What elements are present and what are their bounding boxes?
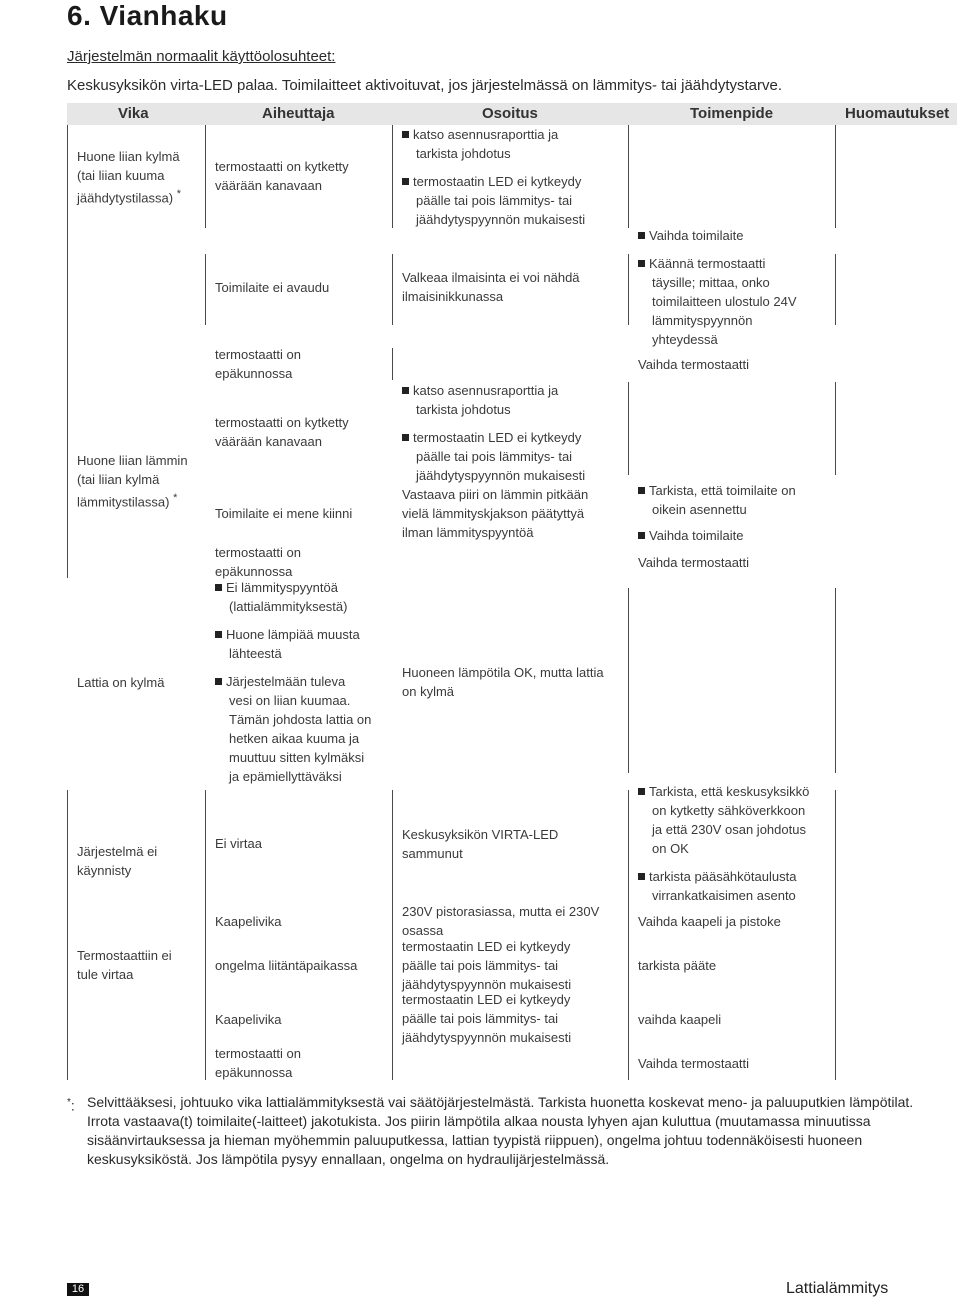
fault-text: Järjestelmä ei xyxy=(77,844,158,859)
bullet-icon xyxy=(638,532,645,539)
asterisk-marker: * xyxy=(173,492,178,504)
cause-connection: ongelma liitäntäpaikassa xyxy=(215,958,358,973)
footnote-marker xyxy=(67,1093,75,1116)
intro-text: Keskusyksikön virta-LED palaa. Toimilaitteet aktivoituvat, jos järjestelmässä on lämmitys- tai jäähdytystarve. xyxy=(67,77,783,94)
bullet-line xyxy=(638,226,833,245)
table-border xyxy=(628,790,629,1080)
bullet-line xyxy=(215,672,390,691)
table-border xyxy=(392,254,393,325)
table-border xyxy=(835,125,836,228)
fault-no-start xyxy=(77,842,202,880)
table-border xyxy=(628,125,629,228)
fault-text: Huone liian lämmin xyxy=(77,453,188,468)
cause-no-request xyxy=(215,578,390,786)
cause-text: termostaatti on kytketty xyxy=(215,159,349,174)
table-border xyxy=(205,254,206,325)
bullet-text: virrankatkaisimen asento xyxy=(652,888,796,903)
fault-text: tule virtaa xyxy=(77,967,134,982)
fault-text xyxy=(77,489,202,511)
bullet-text: Ei lämmityspyyntöä xyxy=(226,580,338,595)
ind-text: termostaatin LED ei kytkeydy xyxy=(402,939,571,954)
bullet-text: oikein asennettu xyxy=(652,502,747,517)
indication-no-light xyxy=(402,268,627,306)
table-border xyxy=(835,382,836,475)
action-replace-cable: vaihda kaapeli xyxy=(638,1012,722,1027)
fault-text: (tai liian kylmä xyxy=(77,472,160,487)
bullet-icon xyxy=(215,678,222,685)
bullet-line xyxy=(638,254,833,273)
footnote-colon: : xyxy=(70,1097,75,1114)
bullet-icon xyxy=(215,584,222,591)
table-border xyxy=(392,125,393,228)
table-border xyxy=(205,790,206,1080)
ind-text: on kylmä xyxy=(402,684,455,699)
table-border xyxy=(392,790,393,1080)
action-check-actuator xyxy=(638,481,833,545)
cause-text: epäkunnossa xyxy=(215,366,293,381)
table-border xyxy=(835,790,836,1080)
ind-text: Keskusyksikön VIRTA-LED xyxy=(402,827,559,842)
bullet-text: vesi on liian kuumaa. xyxy=(229,693,351,708)
bullet-text: termostaatin LED ei kytkeydy xyxy=(413,430,582,445)
cause-thermostat-broken xyxy=(215,345,390,383)
bullet-line xyxy=(402,381,627,400)
bullet-text: jäähdytyspyynnön mukaisesti xyxy=(416,212,586,227)
bullet-icon xyxy=(638,487,645,494)
bullet-line xyxy=(402,125,627,144)
indication-led-thermo xyxy=(402,990,627,1047)
bullet-text: tarkista johdotus xyxy=(416,146,511,161)
cause-wrong-channel xyxy=(215,157,390,195)
indication-socket xyxy=(402,902,627,940)
cause-actuator-no-close: Toimilaite ei mene kiinni xyxy=(215,506,353,521)
fault-room-cold xyxy=(77,147,202,207)
ind-text: jäähdytyspyynnön mukaisesti xyxy=(402,977,572,992)
bullet-text: termostaatin LED ei kytkeydy xyxy=(413,174,582,189)
bullet-text: Tarkista, että toimilaite on xyxy=(649,483,796,498)
ind-text: päälle tai pois lämmitys- tai xyxy=(402,958,559,973)
fault-floor-cold: Lattia on kylmä xyxy=(77,675,165,690)
asterisk-marker: * xyxy=(176,188,181,200)
bullet-text: on kytketty sähköverkkoon xyxy=(652,803,806,818)
action-check-terminal: tarkista pääte xyxy=(638,958,717,973)
page-number: 16 xyxy=(67,1283,89,1296)
bullet-text: Tarkista, että keskusyksikkö xyxy=(649,784,810,799)
header-cause: Aiheuttaja xyxy=(262,105,335,122)
indication-check-report xyxy=(402,381,627,485)
intro-heading: Järjestelmän normaalit käyttöolosuhteet: xyxy=(67,48,336,65)
ind-text: osassa xyxy=(402,923,444,938)
action-replace-actuator xyxy=(638,226,833,245)
cause-text: termostaatti on xyxy=(215,347,301,362)
ind-text: ilmaisinikkunassa xyxy=(402,289,504,304)
bullet-icon xyxy=(402,387,409,394)
cause-thermostat-broken xyxy=(215,1044,390,1082)
header-indication: Osoitus xyxy=(482,105,538,122)
cause-wrong-channel xyxy=(215,413,390,451)
bullet-icon xyxy=(638,232,645,239)
fault-text: Huone liian kylmä xyxy=(77,149,180,164)
action-check-power xyxy=(638,782,833,905)
cause-text: väärään kanavaan xyxy=(215,434,322,449)
bullet-text: toimilaitteen ulostulo 24V xyxy=(652,294,797,309)
ind-text: termostaatin LED ei kytkeydy xyxy=(402,992,571,1007)
ind-text: sammunut xyxy=(402,846,463,861)
bullet-text: Tämän johdosta lattia on xyxy=(229,712,372,727)
action-replace-cable-plug: Vaihda kaapeli ja pistoke xyxy=(638,914,781,929)
header-action: Toimenpide xyxy=(690,105,774,122)
table-border xyxy=(628,382,629,475)
ind-text: vielä lämmityskjakson päätyttyä xyxy=(402,506,585,521)
bullet-line xyxy=(638,867,833,886)
bullet-text: Vaihda toimilaite xyxy=(649,528,744,543)
indication-led-thermo xyxy=(402,937,627,994)
page-title: 6. Vianhaku xyxy=(67,0,228,31)
fault-text-part: jäähdytystilassa) xyxy=(77,190,174,206)
bullet-text: ja että 230V osan johdotus xyxy=(652,822,806,837)
footnote-text: Selvittääksesi, johtuuko vika lattialämmityksestä vai säätöjärjestelmästä. Tarkista huonetta koskevat meno- ja paluuputkien lämpötilat. Irrota vastaava(t) toimilaite(-laitteet) jakotukista. Jos piirin lämpötila alkaa nousta lyhyen ajan kuluttua (muutamassa minuutissa sisäänvirtauksessa ja hieman myöhemmin paluuputkessa, lattian tyypistä riippuen), ongelma johtuu todennäköisesti huoneen keskusyksiköstä. Jos lämpötila pysyy ennallaan, ongelma on hydraulijärjestelmässä. xyxy=(87,1094,914,1167)
bullet-text: tarkista johdotus xyxy=(416,402,511,417)
bullet-text: on OK xyxy=(652,841,689,856)
fault-text-part: lämmitystilassa) xyxy=(77,494,170,510)
bullet-text: lämmityspyynnön xyxy=(652,313,753,328)
bullet-text: hetken aikaa kuuma ja xyxy=(229,731,360,746)
cause-text: epäkunnossa xyxy=(215,1065,293,1080)
bullet-text: jäähdytyspyynnön mukaisesti xyxy=(416,468,586,483)
table-border xyxy=(392,348,393,380)
bullet-text: Vaihda toimilaite xyxy=(649,228,744,243)
cause-text: termostaatti on xyxy=(215,545,301,560)
footer-brand: Lattialämmitys xyxy=(786,1280,889,1297)
bullet-icon xyxy=(402,131,409,138)
table-border xyxy=(67,790,68,1080)
bullet-line xyxy=(638,526,833,545)
cause-text: termostaatti on kytketty xyxy=(215,415,349,430)
cause-actuator-no-open: Toimilaite ei avaudu xyxy=(215,280,330,295)
table-border xyxy=(628,588,629,773)
action-replace-thermostat: Vaihda termostaatti xyxy=(638,1056,750,1071)
bullet-line xyxy=(638,782,833,801)
fault-text: Termostaattiin ei xyxy=(77,948,172,963)
ind-text: 230V pistorasiassa, mutta ei 230V xyxy=(402,904,600,919)
ind-text: Vastaava piiri on lämmin pitkään xyxy=(402,487,589,502)
bullet-text: katso asennusraporttia ja xyxy=(413,383,559,398)
bullet-icon xyxy=(638,788,645,795)
bullet-text: lähteestä xyxy=(229,646,282,661)
header-fault: Vika xyxy=(118,105,149,122)
bullet-text: (lattialämmityksestä) xyxy=(229,599,348,614)
bullet-line xyxy=(638,481,833,500)
indication-temp-ok xyxy=(402,663,627,701)
bullet-text: tarkista pääsähkötaulusta xyxy=(649,869,797,884)
ind-text: jäähdytyspyynnön mukaisesti xyxy=(402,1030,572,1045)
fault-text xyxy=(77,185,202,207)
fault-text: (tai liian kuuma xyxy=(77,168,165,183)
table-border xyxy=(205,125,206,228)
table-border xyxy=(835,254,836,325)
bullet-text: päälle tai pois lämmitys- tai xyxy=(416,193,573,208)
table-border xyxy=(67,125,68,578)
cause-cable-fault: Kaapelivika xyxy=(215,914,282,929)
ind-text: päälle tai pois lämmitys- tai xyxy=(402,1011,559,1026)
bullet-text: täysille; mittaa, onko xyxy=(652,275,770,290)
ind-text: Valkeaa ilmaisinta ei voi nähdä xyxy=(402,270,580,285)
bullet-line xyxy=(215,578,390,597)
bullet-line xyxy=(215,625,390,644)
bullet-text: muuttuu sitten kylmäksi xyxy=(229,750,365,765)
header-notes: Huomautukset xyxy=(845,105,950,122)
bullet-text: ja epämiellyttäväksi xyxy=(229,769,342,784)
bullet-icon xyxy=(215,631,222,638)
bullet-text: Käännä termostaatti xyxy=(649,256,766,271)
fault-thermostat-no-power xyxy=(77,946,202,984)
bullet-icon xyxy=(638,873,645,880)
bullet-text: katso asennusraporttia ja xyxy=(413,127,559,142)
cause-text: väärään kanavaan xyxy=(215,178,322,193)
fault-room-warm xyxy=(77,451,202,511)
ind-text: Huoneen lämpötila OK, mutta lattia xyxy=(402,665,604,680)
bullet-text: yhteydessä xyxy=(652,332,718,347)
cause-text: termostaatti on xyxy=(215,1046,301,1061)
action-replace-thermostat: Vaihda termostaatti xyxy=(638,357,750,372)
asterisk-marker: * xyxy=(67,1097,71,1108)
cause-text: epäkunnossa xyxy=(215,564,293,579)
indication-circuit-warm xyxy=(402,485,627,542)
bullet-icon xyxy=(402,178,409,185)
bullet-icon xyxy=(402,434,409,441)
bullet-line xyxy=(402,172,627,191)
action-replace-thermostat: Vaihda termostaatti xyxy=(638,555,750,570)
cause-no-power: Ei virtaa xyxy=(215,836,262,851)
ind-text: ilman lämmityspyyntöä xyxy=(402,525,534,540)
table-border xyxy=(628,254,629,325)
bullet-icon xyxy=(638,260,645,267)
fault-text: käynnisty xyxy=(77,863,132,878)
cause-thermostat-broken xyxy=(215,543,390,581)
bullet-text: Järjestelmään tuleva xyxy=(226,674,346,689)
bullet-text: päälle tai pois lämmitys- tai xyxy=(416,449,573,464)
indication-check-report xyxy=(402,125,627,229)
action-turn-thermostat xyxy=(638,254,833,349)
bullet-text: Huone lämpiää muusta xyxy=(226,627,360,642)
indication-led-off xyxy=(402,825,627,863)
bullet-line xyxy=(402,428,627,447)
cause-cable-fault: Kaapelivika xyxy=(215,1012,282,1027)
table-border xyxy=(835,588,836,773)
